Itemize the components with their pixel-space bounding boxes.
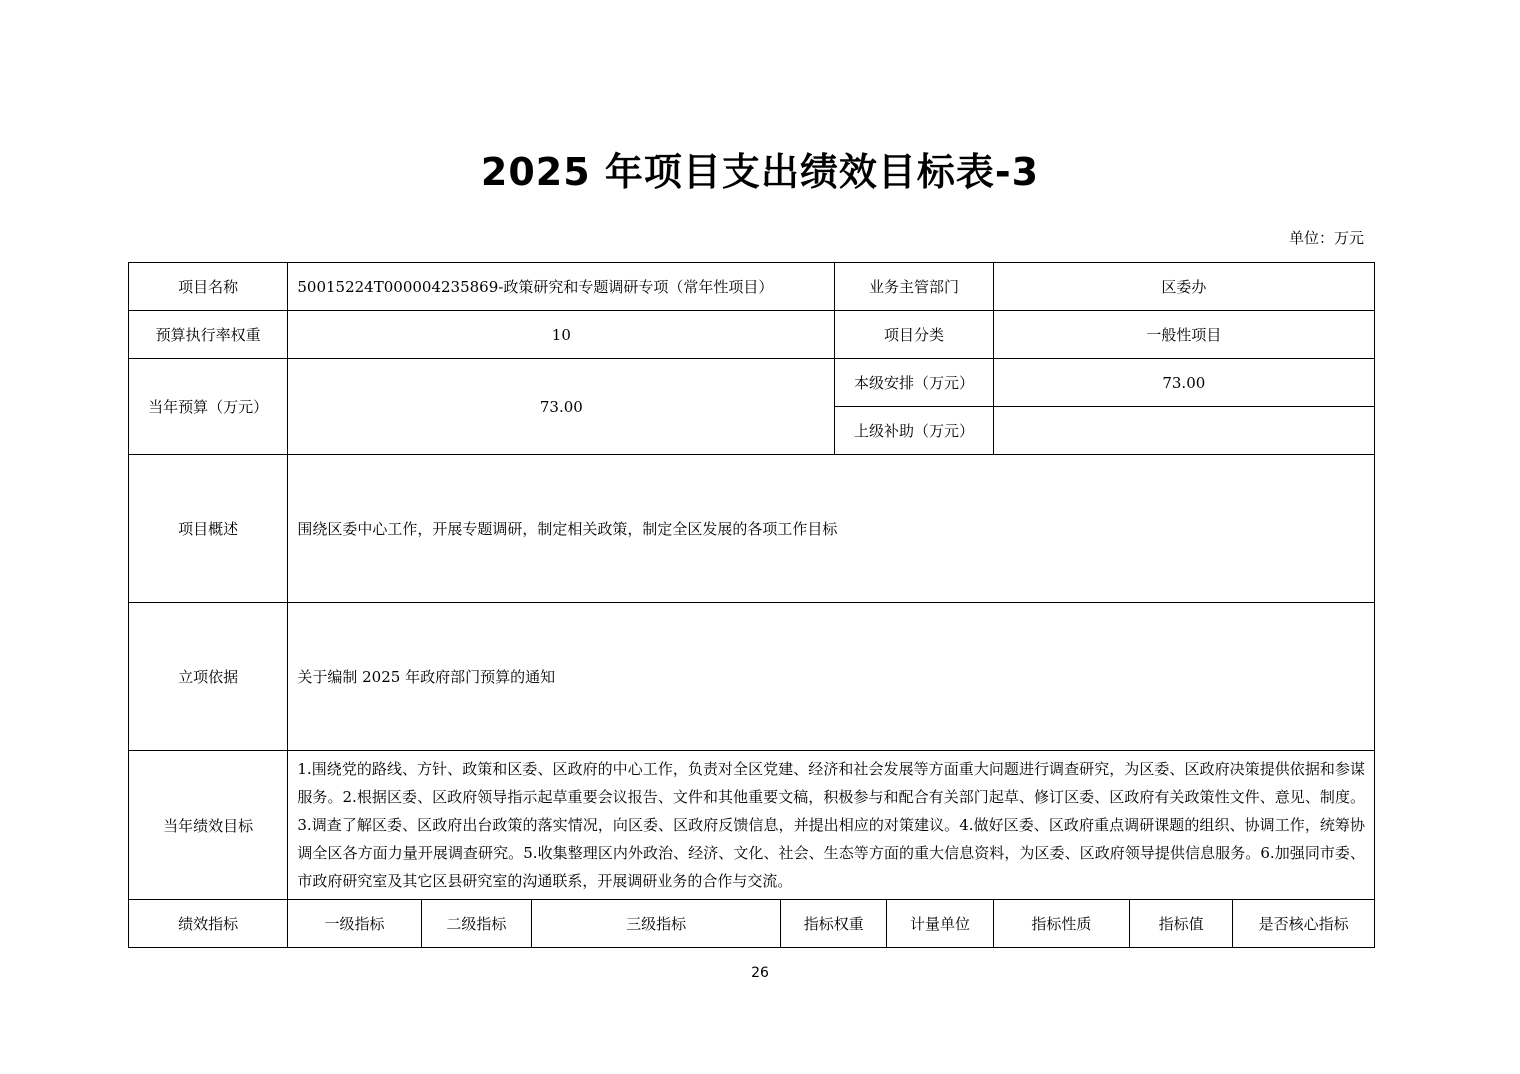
indicator-col-weight: 指标权重: [781, 900, 887, 948]
indicator-col-nature: 指标性质: [993, 900, 1129, 948]
local-arrangement-value: 73.00: [993, 359, 1374, 407]
local-arrangement-label: 本级安排（万元）: [835, 359, 993, 407]
table-row: [129, 359, 1375, 407]
performance-target-table: [128, 262, 1375, 948]
category-value: 一般性项目: [993, 311, 1374, 359]
budget-weight-label: 预算执行率权重: [129, 311, 288, 359]
category-label: 项目分类: [835, 311, 993, 359]
table-row: [129, 603, 1375, 751]
page-number: 26: [751, 965, 769, 981]
dept-label: 业务主管部门: [835, 263, 993, 311]
page-title: 2025 年项目支出绩效目标表-3: [480, 150, 1040, 194]
unit-label: 单位：万元: [1288, 229, 1364, 247]
overview-label: 项目概述: [129, 455, 288, 603]
project-name-value: 50015224T000004235869-政策研究和专题调研专项（常年性项目）: [288, 263, 835, 311]
goals-value: 1.围绕党的路线、方针、政策和区委、区政府的中心工作，负责对全区党建、经济和社会发展等方面重大问题进行调查研究，为区委、区政府决策提供依据和参谋服务。2.根据区委、区政府领导指示起草重要会议报告、文件和其他重要文稿，积极参与和配合有关部门起草、修订区委、区政府有关政策性文件、意见、制度。3.调查了解区委、区政府出台政策的落实情况，向区委、区政府反馈信息，并提出相应的对策建议。4.做好区委、区政府重点调研课题的组织、协调工作，统筹协调全区各方面力量开展调查研究。5.收集整理区内外政治、经济、文化、社会、生态等方面的重大信息资料，为区委、区政府领导提供信息服务。6.加强同市委、市政府研究室及其它区县研究室的沟通联系，开展调研业务的合作与交流。: [288, 751, 1375, 900]
dept-value: 区委办: [993, 263, 1374, 311]
indicator-col-unit: 计量单位: [887, 900, 993, 948]
indicator-label: 绩效指标: [129, 900, 288, 948]
table-row: [129, 263, 1375, 311]
basis-label: 立项依据: [129, 603, 288, 751]
table-row: [129, 751, 1375, 900]
annual-budget-label: 当年预算（万元）: [129, 359, 288, 455]
indicator-col-level3: 三级指标: [532, 900, 781, 948]
indicator-col-level1: 一级指标: [288, 900, 421, 948]
overview-value: 围绕区委中心工作，开展专题调研，制定相关政策，制定全区发展的各项工作目标: [288, 455, 1375, 603]
goals-label: 当年绩效目标: [129, 751, 288, 900]
indicator-col-level2: 二级指标: [421, 900, 531, 948]
upper-subsidy-label: 上级补助（万元）: [835, 407, 993, 455]
indicator-col-core: 是否核心指标: [1233, 900, 1375, 948]
budget-weight-value: 10: [288, 311, 835, 359]
project-name-label: 项目名称: [129, 263, 288, 311]
basis-value: 关于编制 2025 年政府部门预算的通知: [288, 603, 1375, 751]
indicator-col-value: 指标值: [1130, 900, 1233, 948]
annual-budget-value: 73.00: [288, 359, 835, 455]
table-row: [129, 900, 1375, 948]
table-row: [129, 311, 1375, 359]
upper-subsidy-value: [993, 407, 1374, 455]
table-row: [129, 455, 1375, 603]
